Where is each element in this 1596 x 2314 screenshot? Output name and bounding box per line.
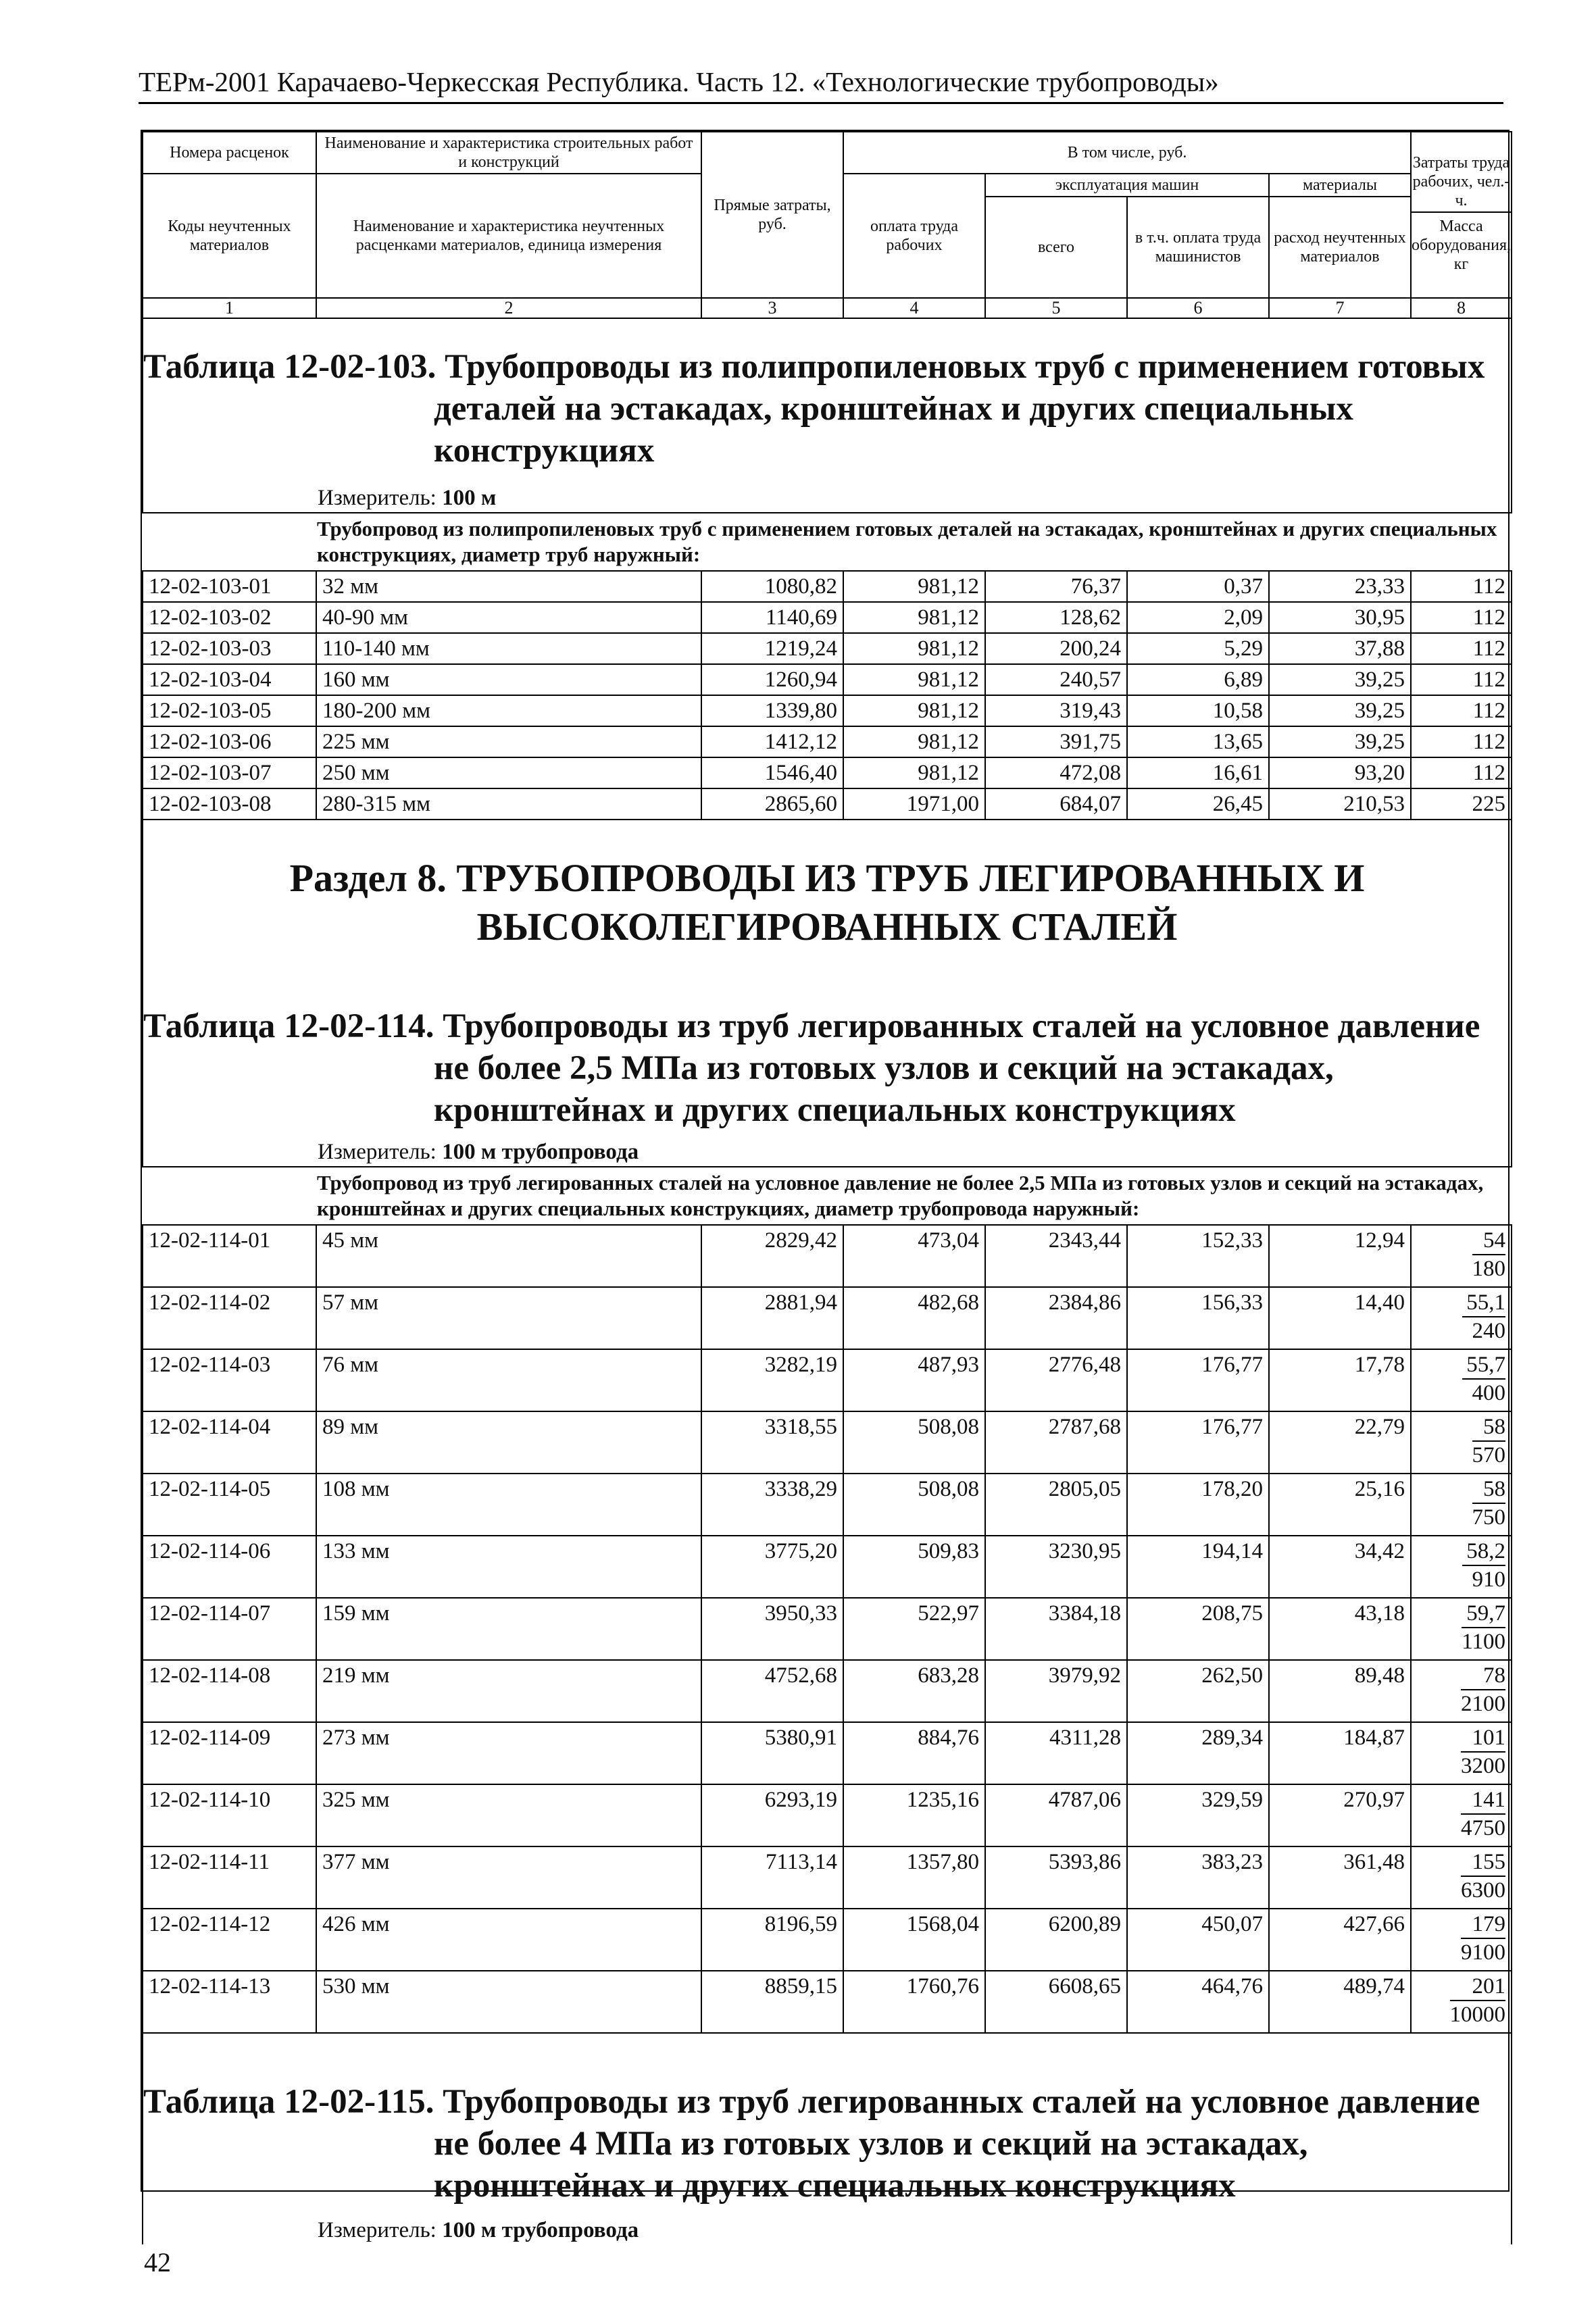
cell-direct: 7113,14 [701,1846,843,1909]
rate-code: 12-02-103-06 [143,726,316,757]
hours-mass-fraction [1462,1600,1505,1655]
cell-machinist: 329,59 [1127,1784,1269,1846]
cell-direct: 1412,12 [701,726,843,757]
cell-direct: 4752,68 [701,1660,843,1722]
cell-labor: 1971,00 [843,788,985,820]
cell-mach: 6200,89 [985,1909,1127,1971]
item-name: 225 мм [316,726,701,757]
cell-mat: 17,78 [1269,1349,1411,1411]
header-materials-sub: расход неучтенных материалов [1269,197,1411,298]
equipment-mass: 4750 [1461,1816,1505,1840]
cell-mach: 5393,86 [985,1846,1127,1909]
header-machinist-pay: в т.ч. оплата труда машинистов [1127,197,1269,298]
hours-mass-fraction [1472,1413,1506,1469]
hours-mass-fraction [1461,1911,1505,1966]
item-name: 159 мм [316,1598,701,1660]
header-costs-bottom: Масса оборудования, кг [1412,218,1511,273]
hours-mass-fraction [1461,1786,1505,1842]
cell-machinist: 450,07 [1127,1909,1269,1971]
item-name: 180-200 мм [316,695,701,726]
cell-mat: 23,33 [1269,571,1411,602]
cell-mach: 2343,44 [985,1225,1127,1287]
table-114-rows [143,1225,1512,2033]
item-name: 325 мм [316,1784,701,1846]
table-114-title: Таблица 12-02-114. Трубопроводы из труб легированных сталей на условное давление не более 2,5 МПа из готовых узлов и секций на эстакадах, кронштейнах и других специальных конструкциях [143,1007,1480,1129]
equipment-mass: 3200 [1461,1754,1505,1778]
cell-machinist: 176,77 [1127,1349,1269,1411]
equipment-mass: 1100 [1462,1630,1505,1654]
table-row [143,1722,1512,1784]
table-103-group: Трубопровод из полипропиленовых труб с применением готовых деталей на эстакадах, кронштейнах и других специальных конструкциях, диаметр труб наружный: [143,513,1512,571]
cell-hours-mass [1411,1536,1512,1598]
cell-hours-mass [1411,1598,1512,1660]
item-name: 219 мм [316,1660,701,1722]
table-103-rows [143,571,1512,820]
header-number: 3 [701,298,843,318]
cell-mat: 93,20 [1269,757,1411,788]
hours-mass-fraction [1462,1351,1505,1407]
cell-hours-mass [1411,1971,1512,2033]
cell-mach: 200,24 [985,633,1127,664]
cell-mat: 489,74 [1269,1971,1411,2033]
labor-hours: 155 [1461,1848,1505,1877]
cell-mach: 2384,86 [985,1287,1127,1349]
cell-machinist: 289,34 [1127,1722,1269,1784]
table-row [143,695,1512,726]
table-row [143,1225,1512,1287]
item-name: 426 мм [316,1909,701,1971]
cell-labor: 1760,76 [843,1971,985,2033]
cell-direct: 1339,80 [701,695,843,726]
rate-code: 12-02-103-02 [143,602,316,633]
cell-mat: 25,16 [1269,1474,1411,1536]
cell-mach: 2805,05 [985,1474,1127,1536]
rate-code: 12-02-114-03 [143,1349,316,1411]
cell-direct: 1080,82 [701,571,843,602]
measure-label: Измеритель: [318,486,437,510]
cell-mat: 270,97 [1269,1784,1411,1846]
cell-mat: 39,25 [1269,695,1411,726]
labor-hours: 101 [1461,1724,1505,1753]
cell-direct: 1546,40 [701,757,843,788]
rate-code: 12-02-114-11 [143,1846,316,1909]
cell-labor: 1235,16 [843,1784,985,1846]
table-row [143,1598,1512,1660]
cell-machinist: 383,23 [1127,1846,1269,1909]
cell-machinist: 26,45 [1127,788,1269,820]
header-col2-top: Наименование и характеристика строительных работ и конструкций [316,132,701,174]
cell-labor: 1357,80 [843,1846,985,1909]
hours-mass-fraction [1472,1476,1506,1531]
header-col2-bottom: Наименование и характеристика неучтенных расценками материалов, единица измерения [316,174,701,298]
cell-machinist: 156,33 [1127,1287,1269,1349]
cell-machinist: 178,20 [1127,1474,1269,1536]
cell-machinist: 152,33 [1127,1225,1269,1287]
rate-code: 12-02-103-04 [143,664,316,695]
cell-machinist: 208,75 [1127,1598,1269,1660]
cell-hours-mass [1411,1411,1512,1474]
header-machines-total: всего [985,197,1127,298]
cell-labor: 884,76 [843,1722,985,1784]
cell-labor: 508,08 [843,1474,985,1536]
cell-hours-mass [1411,1909,1512,1971]
cell-mat: 39,25 [1269,664,1411,695]
labor-hours: 58 [1472,1476,1506,1504]
cell-mach: 2776,48 [985,1349,1127,1411]
labor-hours: 58 [1472,1413,1506,1442]
cell-labor: 487,93 [843,1349,985,1411]
rate-code: 12-02-103-01 [143,571,316,602]
cell-mach: 128,62 [985,602,1127,633]
cell-hours: 112 [1411,726,1512,757]
measure-label: Измеритель: [318,2218,437,2242]
document-frame [141,130,1511,2242]
cell-direct: 1260,94 [701,664,843,695]
cell-mat: 22,79 [1269,1411,1411,1474]
equipment-mass: 9100 [1461,1940,1505,1965]
cell-hours: 225 [1411,788,1512,820]
cell-labor: 522,97 [843,1598,985,1660]
table-103-title: Таблица 12-02-103. Трубопроводы из полипропиленовых труб с применением готовых деталей на эстакадах, кронштейнах и других специальных конструкциях [143,348,1485,470]
equipment-mass: 400 [1472,1381,1505,1405]
table-row [143,757,1512,788]
cell-mat: 361,48 [1269,1846,1411,1909]
cell-labor: 509,83 [843,1536,985,1598]
header-machines: эксплуатация машин [985,174,1269,197]
cell-machinist: 262,50 [1127,1660,1269,1722]
cell-labor: 981,12 [843,633,985,664]
hours-mass-fraction [1462,1289,1505,1344]
page-number: 42 [144,2247,171,2278]
item-name: 76 мм [316,1349,701,1411]
item-name: 89 мм [316,1411,701,1474]
hours-mass-fraction [1450,1973,1506,2028]
item-name: 273 мм [316,1722,701,1784]
table-115-title: Таблица 12-02-115. Трубопроводы из труб легированных сталей на условное давление не более 4 МПа из готовых узлов и секций на эстакадах, кронштейнах и других специальных конструкциях [143,2083,1480,2205]
rate-code: 12-02-103-05 [143,695,316,726]
labor-hours: 179 [1461,1911,1505,1939]
item-name: 133 мм [316,1536,701,1598]
hours-mass-fraction [1461,1724,1505,1780]
cell-mach: 6608,65 [985,1971,1127,2033]
rate-code: 12-02-114-12 [143,1909,316,1971]
equipment-mass: 180 [1472,1257,1505,1281]
cell-mach: 391,75 [985,726,1127,757]
measure-value: 100 м [442,486,497,510]
table-row [143,1909,1512,1971]
cell-mat: 30,95 [1269,602,1411,633]
cell-mach: 319,43 [985,695,1127,726]
cell-mat: 43,18 [1269,1598,1411,1660]
cell-mat: 37,88 [1269,633,1411,664]
rate-code: 12-02-114-09 [143,1722,316,1784]
rate-code: 12-02-114-05 [143,1474,316,1536]
cell-mach: 2787,68 [985,1411,1127,1474]
cell-direct: 1219,24 [701,633,843,664]
rate-code: 12-02-103-03 [143,633,316,664]
cell-direct: 1140,69 [701,602,843,633]
cell-direct: 8859,15 [701,1971,843,2033]
hours-mass-fraction [1462,1538,1505,1593]
cell-hours-mass [1411,1225,1512,1287]
rate-code: 12-02-103-08 [143,788,316,820]
cell-labor: 981,12 [843,726,985,757]
table-row [143,1411,1512,1474]
header-number: 6 [1127,298,1269,318]
cell-mach: 3384,18 [985,1598,1127,1660]
table-row [143,1784,1512,1846]
page-header: ТЕРм-2001 Карачаево-Черкесская Республика. Часть 12. «Технологические трубопроводы» [139,64,1503,104]
rate-code: 12-02-114-01 [143,1225,316,1287]
header-number: 4 [843,298,985,318]
cell-machinist: 16,61 [1127,757,1269,788]
table-114-group: Трубопровод из труб легированных сталей на условное давление не более 2,5 МПа из готовых узлов и секций на эстакадах, кронштейнах и других специальных конструкциях, диаметр трубопровода наружный: [143,1167,1512,1225]
item-name: 530 мм [316,1971,701,2033]
table-row [143,1660,1512,1722]
cell-mat: 39,25 [1269,726,1411,757]
rate-code: 12-02-114-04 [143,1411,316,1474]
rate-code: 12-02-103-07 [143,757,316,788]
cell-direct: 3318,55 [701,1411,843,1474]
item-name: 45 мм [316,1225,701,1287]
measure-value: 100 м трубопровода [442,1140,639,1164]
table-row [143,788,1512,820]
cell-hours-mass [1411,1287,1512,1349]
cell-labor: 508,08 [843,1411,985,1474]
equipment-mass: 240 [1472,1319,1505,1343]
cell-hours-mass [1411,1722,1512,1784]
cell-hours-mass [1411,1349,1512,1411]
cell-mach: 3979,92 [985,1660,1127,1722]
equipment-mass: 2100 [1461,1692,1505,1716]
cell-mach: 240,57 [985,664,1127,695]
cell-hours-mass [1411,1660,1512,1722]
cell-mach: 3230,95 [985,1536,1127,1598]
cell-labor: 482,68 [843,1287,985,1349]
equipment-mass: 570 [1472,1443,1505,1467]
cell-mach: 4311,28 [985,1722,1127,1784]
cell-hours-mass [1411,1784,1512,1846]
table-row [143,726,1512,757]
hours-mass-fraction [1461,1662,1505,1717]
table-115-measure [143,2216,1511,2244]
table-row [143,664,1512,695]
cell-mach: 472,08 [985,757,1127,788]
table-row [143,571,1512,602]
item-name: 377 мм [316,1846,701,1909]
rate-code: 12-02-114-02 [143,1287,316,1349]
labor-hours: 141 [1461,1786,1505,1815]
cell-hours-mass [1411,1846,1512,1909]
cell-labor: 1568,04 [843,1909,985,1971]
measure-value: 100 м трубопровода [442,2218,639,2242]
table-114-measure [143,1138,1511,1166]
labor-hours: 55,1 [1462,1289,1505,1317]
equipment-mass: 750 [1472,1505,1505,1530]
rate-code: 12-02-114-10 [143,1784,316,1846]
cell-hours-mass [1411,1474,1512,1536]
cell-direct: 5380,91 [701,1722,843,1784]
labor-hours: 78 [1461,1662,1505,1690]
item-name: 40-90 мм [316,602,701,633]
cell-direct: 2881,94 [701,1287,843,1349]
cell-machinist: 6,89 [1127,664,1269,695]
header-number: 7 [1269,298,1411,318]
table-row [143,633,1512,664]
cell-direct: 3338,29 [701,1474,843,1536]
rate-code: 12-02-114-07 [143,1598,316,1660]
section-8-title: Раздел 8. ТРУБОПРОВОДЫ ИЗ ТРУБ ЛЕГИРОВАННЫХ И ВЫСОКОЛЕГИРОВАННЫХ СТАЛЕЙ [289,856,1365,949]
labor-hours: 59,7 [1462,1600,1505,1628]
cell-hours: 112 [1411,695,1512,726]
rate-code: 12-02-114-06 [143,1536,316,1598]
header-col3: Прямые затраты, руб. [701,132,843,298]
cell-machinist: 10,58 [1127,695,1269,726]
main-table [142,131,1512,2244]
labor-hours: 201 [1450,1973,1506,2001]
cell-labor: 981,12 [843,602,985,633]
cell-direct: 3950,33 [701,1598,843,1660]
item-name: 32 мм [316,571,701,602]
measure-label: Измеритель: [318,1140,437,1164]
cell-direct: 8196,59 [701,1909,843,1971]
header-col1-bottom: Коды неучтенных материалов [143,174,316,298]
hours-mass-fraction [1461,1848,1505,1904]
item-name: 108 мм [316,1474,701,1536]
cell-mat: 34,42 [1269,1536,1411,1598]
header-number: 1 [143,298,316,318]
table-row [143,1349,1512,1411]
cell-direct: 2829,42 [701,1225,843,1287]
labor-hours: 54 [1472,1227,1506,1255]
cell-machinist: 13,65 [1127,726,1269,757]
cell-mach: 684,07 [985,788,1127,820]
cell-hours: 112 [1411,633,1512,664]
cell-direct: 2865,60 [701,788,843,820]
table-row [143,1846,1512,1909]
cell-machinist: 194,14 [1127,1536,1269,1598]
cell-direct: 3775,20 [701,1536,843,1598]
cell-direct: 3282,19 [701,1349,843,1411]
cell-mach: 4787,06 [985,1784,1127,1846]
cell-labor: 981,12 [843,757,985,788]
cell-labor: 683,28 [843,1660,985,1722]
cell-mat: 12,94 [1269,1225,1411,1287]
cell-mach: 76,37 [985,571,1127,602]
cell-labor: 981,12 [843,571,985,602]
header-number-row [143,298,1512,318]
cell-hours: 112 [1411,664,1512,695]
cell-mat: 427,66 [1269,1909,1411,1971]
rate-code: 12-02-114-13 [143,1971,316,2033]
table-103-measure [143,484,1511,512]
header-costs-top: Затраты труда рабочих, чел.-ч. [1412,152,1511,213]
table-row [143,602,1512,633]
header-number: 8 [1411,298,1512,318]
hours-mass-fraction [1472,1227,1506,1282]
labor-hours: 55,7 [1462,1351,1505,1380]
cell-machinist: 464,76 [1127,1971,1269,2033]
cell-machinist: 2,09 [1127,602,1269,633]
header-labor-pay: оплата труда рабочих [843,174,985,298]
item-name: 57 мм [316,1287,701,1349]
equipment-mass: 10000 [1449,2003,1505,2027]
rate-code: 12-02-114-08 [143,1660,316,1722]
header-col1-top: Номера расценок [143,132,316,174]
cell-labor: 981,12 [843,664,985,695]
cell-machinist: 0,37 [1127,571,1269,602]
header-number: 5 [985,298,1127,318]
item-name: 110-140 мм [316,633,701,664]
table-row [143,1536,1512,1598]
header-incl: В том числе, руб. [843,132,1411,174]
item-name: 250 мм [316,757,701,788]
equipment-mass: 6300 [1461,1878,1505,1903]
cell-mat: 89,48 [1269,1660,1411,1722]
cell-hours: 112 [1411,571,1512,602]
header-number: 2 [316,298,701,318]
cell-machinist: 176,77 [1127,1411,1269,1474]
equipment-mass: 910 [1472,1567,1505,1592]
cell-labor: 473,04 [843,1225,985,1287]
cell-machinist: 5,29 [1127,633,1269,664]
cell-mat: 184,87 [1269,1722,1411,1784]
labor-hours: 58,2 [1462,1538,1505,1566]
item-name: 160 мм [316,664,701,695]
cell-labor: 981,12 [843,695,985,726]
cell-mat: 210,53 [1269,788,1411,820]
table-row [143,1287,1512,1349]
item-name: 280-315 мм [316,788,701,820]
header-materials: материалы [1269,174,1411,197]
table-row [143,1971,1512,2033]
cell-direct: 6293,19 [701,1784,843,1846]
cell-hours: 112 [1411,757,1512,788]
table-row [143,1474,1512,1536]
cell-hours: 112 [1411,602,1512,633]
cell-mat: 14,40 [1269,1287,1411,1349]
